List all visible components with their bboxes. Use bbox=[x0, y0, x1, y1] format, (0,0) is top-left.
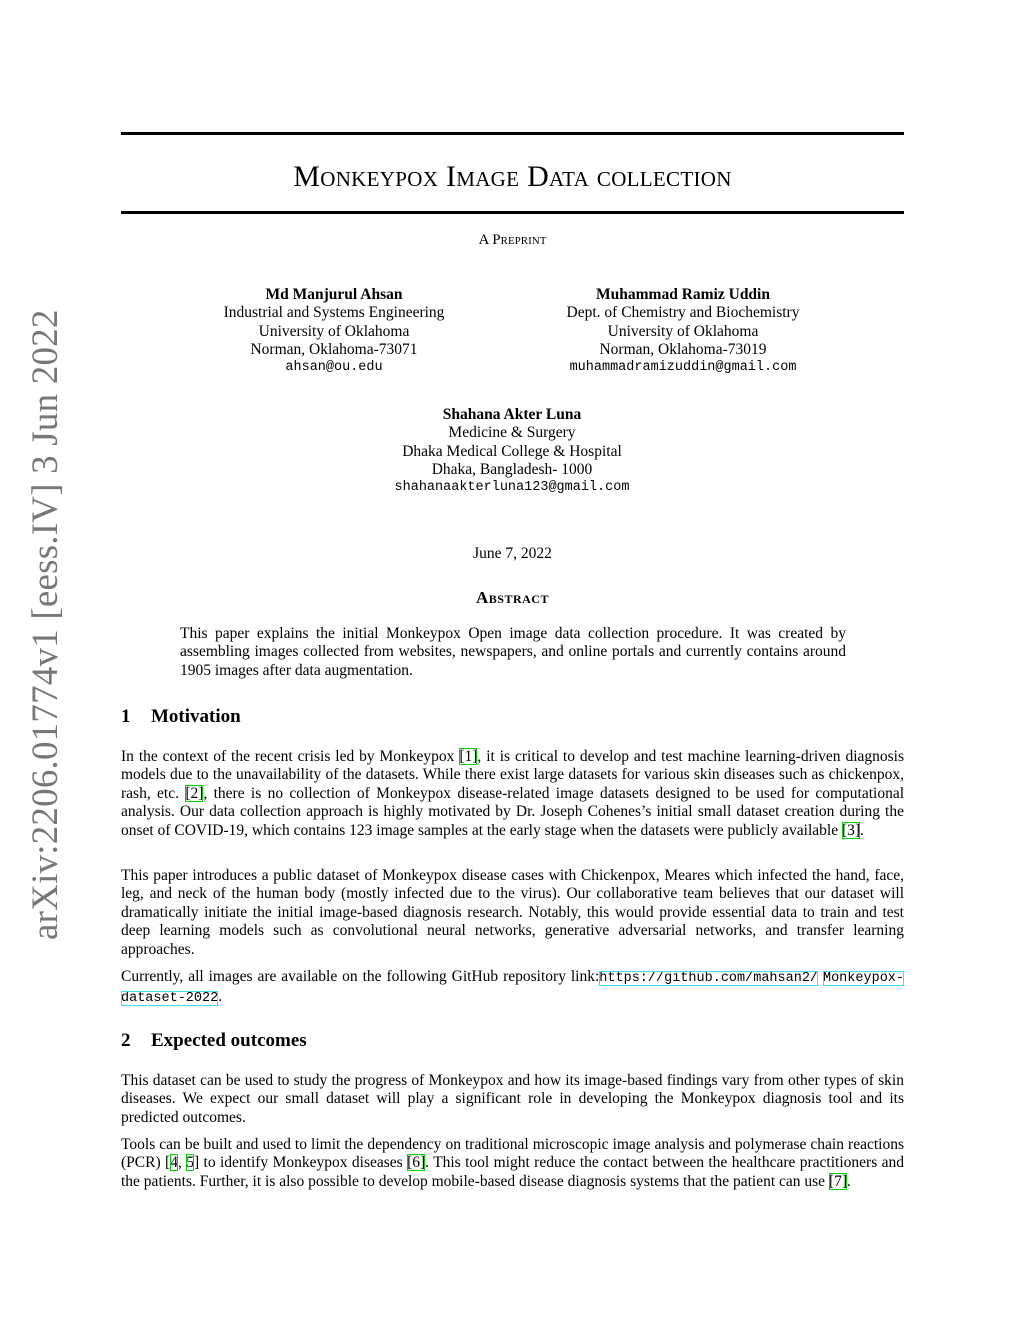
author-location: Dhaka, Bangladesh- 1000 bbox=[431, 460, 593, 478]
github-link[interactable]: Monkeypox-dataset-2022 bbox=[121, 971, 904, 1007]
author-location: Norman, Oklahoma-73071 bbox=[250, 340, 418, 358]
citation-link[interactable]: 4 bbox=[170, 1154, 178, 1172]
author-email[interactable]: shahanaakterluna123@gmail.com bbox=[394, 480, 630, 496]
section-title: Expected outcomes bbox=[151, 1030, 307, 1051]
text-run: . This tool might reduce the contact between the healthcare practitioners and the patients. Further, it is also possible to develop mobile-based disease diagnosis systems that the patient can use bbox=[121, 1154, 905, 1190]
text-run: ] to identify Monkeypox diseases bbox=[193, 1154, 408, 1172]
author-dept: Industrial and Systems Engineering bbox=[223, 304, 445, 322]
publication-date: June 7, 2022 bbox=[473, 545, 552, 562]
section-heading bbox=[121, 1030, 307, 1052]
text-run: . bbox=[218, 988, 223, 1006]
author-org: Dhaka Medical College & Hospital bbox=[402, 442, 622, 460]
text-run: In the context of the recent crisis led by Monkeypox bbox=[121, 748, 460, 765]
title-rule-bottom bbox=[121, 211, 904, 214]
section-number: 1 bbox=[121, 706, 131, 727]
citation-link[interactable]: [6] bbox=[407, 1154, 426, 1172]
author-name: Md Manjurul Ahsan bbox=[265, 286, 403, 303]
citation-link[interactable]: [2] bbox=[185, 784, 204, 802]
text-run: . bbox=[860, 821, 864, 839]
text-run: , there is no collection of Monkeypox disease-related image datasets designed to be used for computational analysis. Our data collection approach is highly motivated by Dr. Joseph Cohenes’s initial small dataset creation during the onset of COVID-19, which contains 123 image samples at the early stage when the datasets were publicly available bbox=[121, 784, 904, 839]
author-dept: Medicine & Surgery bbox=[448, 424, 576, 442]
paragraph: This paper introduces a public dataset of Monkeypox disease cases with Chickenpox, Meares which infected the hand, face, leg, and neck of the human body (mostly infected due to the virus). Our collaborative team believes that our dataset will dramatically initiate the initial image-based diagnosis research. Notably, this would provide essential data to train and test deep learning models such as convolutional neural networks, generative adversarial networks, and transfer learning approaches. bbox=[121, 867, 904, 958]
abstract-heading: Abstract bbox=[476, 588, 549, 607]
title-rule-top bbox=[121, 132, 904, 135]
arxiv-identifier: arXiv:2206.01774v1 [eess.IV] 3 Jun 2022 bbox=[25, 309, 66, 940]
author-block bbox=[537, 286, 829, 377]
abstract-text: This paper explains the initial Monkeypox Open image data collection procedure. It was created by assembling images collected from websites, newspapers, and online portals and currently contains around 1905 images after data augmentation. bbox=[180, 625, 846, 679]
paper-title: Monkeypox Image Data collection bbox=[293, 160, 732, 193]
text-run: Tools can be built and used to limit the dependency on traditional microscopic image analysis and polymerase chain reactions (PCR) [ bbox=[121, 1136, 904, 1172]
author-block bbox=[206, 286, 462, 377]
author-name: Muhammad Ramiz Uddin bbox=[596, 286, 770, 303]
text-run: . bbox=[847, 1172, 851, 1190]
section-number: 2 bbox=[121, 1030, 131, 1051]
text-run: Currently, all images are available on the following GitHub repository link: bbox=[121, 968, 600, 985]
citation-link[interactable]: [3] bbox=[841, 821, 861, 839]
author-name: Shahana Akter Luna bbox=[442, 406, 582, 423]
author-block bbox=[362, 406, 662, 497]
author-email[interactable]: muhammadramizuddin@gmail.com bbox=[569, 360, 797, 376]
paragraph bbox=[121, 1136, 904, 1191]
github-link[interactable]: https://github.com/mahsan2/ bbox=[599, 971, 819, 986]
citation-link[interactable]: [7] bbox=[828, 1172, 848, 1190]
citation-link[interactable]: 5 bbox=[186, 1154, 194, 1172]
author-dept: Dept. of Chemistry and Biochemistry bbox=[566, 304, 800, 322]
author-email[interactable]: ahsan@ou.edu bbox=[285, 360, 383, 376]
author-org: University of Oklahoma bbox=[607, 322, 759, 340]
section-title: Motivation bbox=[151, 706, 241, 727]
paragraph bbox=[121, 748, 904, 840]
section-heading bbox=[121, 706, 241, 728]
paragraph: This dataset can be used to study the progress of Monkeypox and how its image-based findings vary from other types of skin diseases. We expect our small dataset will play a significant role in developing the Monkeypox diagnosis tool and its predicted outcomes. bbox=[121, 1072, 904, 1126]
author-org: University of Oklahoma bbox=[258, 322, 410, 340]
citation-link[interactable]: [1] bbox=[459, 748, 478, 765]
author-location: Norman, Oklahoma-73019 bbox=[599, 340, 767, 358]
text-run: , it is critical to develop and test machine learning-driven diagnosis models due to the unavailability of the datasets. While there exist large datasets for various skin diseases such as chickenpox, rash, etc. bbox=[121, 748, 904, 802]
text-run: , bbox=[177, 1154, 187, 1172]
paragraph bbox=[121, 968, 904, 1009]
preprint-label: A Preprint bbox=[478, 232, 547, 248]
